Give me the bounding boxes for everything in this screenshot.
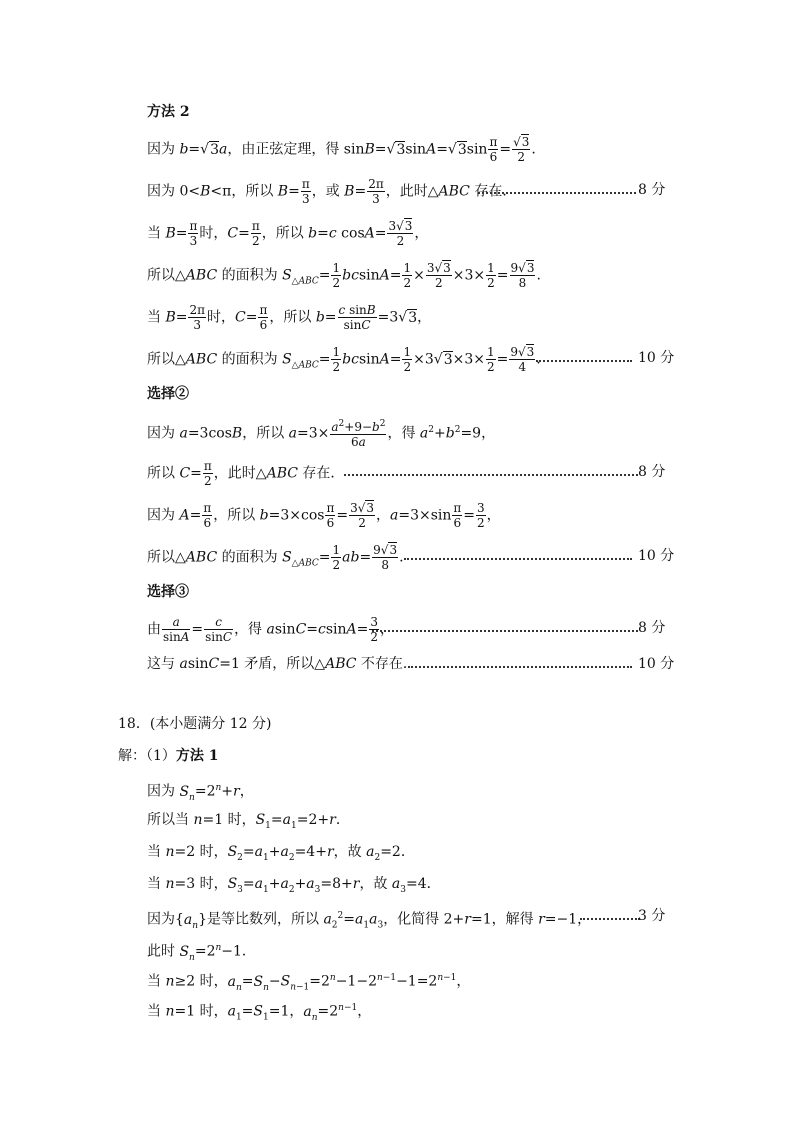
q18-line-an-general: 当 n≥2 时，$a_n=S_n-S_{n-1}=2^n-1-2^{n-1}-1=2^{n-1}$， (147, 973, 471, 993)
score-leader (372, 616, 638, 640)
q18-solution-label: 解：（1）方法 1 (118, 748, 219, 764)
line-b-values: 因为 0<B<π，所以 B= $\frac{\pi}{3}$ ，或 B= $\frac{2\pi}{3}$ ，此时△ABC 存在． (147, 177, 517, 206)
choice3-title: 选择③ (147, 584, 189, 600)
score-leader (404, 544, 632, 568)
score-10: 10 分 (638, 548, 675, 564)
line-contradiction: 这与 asinC=1 矛盾，所以△ABC 不存在． (147, 656, 417, 672)
score-leader (580, 904, 640, 928)
q18-line-n2: 当 n=2 时，$S_2=a_1+a_2=4+r$，故 $a_2=2$． (147, 844, 415, 863)
choice2-title: 选择② (147, 386, 189, 402)
q18-line-sn: 因为 $S_n=2^n+r$， (147, 783, 254, 803)
q18-line-n1: 所以当 n=1 时，$S_1=a_1=2+r$． (147, 812, 350, 831)
score-8: 8 分 (638, 464, 666, 480)
score-3: 3 分 (638, 908, 666, 924)
score-10: 10 分 (638, 350, 675, 366)
line-sine-law: 因为 b=√3a，由正弦定理，得 sinB=√3sinA=√3sin $\frac{\pi}{6}$ = $\frac{√3}{2}$ . (147, 135, 536, 164)
score-leader (408, 652, 632, 676)
q18-header: 18．(本小题满分 12 分) (118, 716, 272, 732)
line-case2: 当 B= $\frac{2\pi}{3}$ 时，C= $\frac{\pi}{6}$ ，所以 b= $\frac{\text{c sinB}}{\sin C}$ =3√3， (147, 303, 432, 332)
method2-title: 方法 2 (147, 104, 190, 120)
line-cos-law: 因为 a=3cosB，所以 a=3× $\frac{a^2+9-b^2}{6a}$ ，得 $a^2+b^2=9$， (147, 418, 496, 449)
q18-line-an-n1: 当 n=1 时，$a_1=S_1=1$，$a_n=2^{n-1}$， (147, 1003, 372, 1023)
line-a-b-values: 因为 A= $\frac{\pi}{6}$ ，所以 b=3×cos $\frac{\pi}{6}$ = $\frac{3√3}{2}$ ，a=3×sin $\frac{\pi}{6}$ = $\frac{3}{2}$ ， (147, 501, 501, 530)
score-10: 10 分 (638, 656, 675, 672)
q18-line-geometric: 因为$\{a_n\}$是等比数列，所以 $a_2^2=a_1a_3$，化简得 2+r=1，解得 r=−1， (147, 911, 592, 931)
line-ratio: 由 $\frac{a}{\sin A}$ = $\frac{c}{\sin C}$ ，得 asinC=csinA= $\frac{3}{2}$ ， (147, 615, 395, 644)
line-area2: 所以△ABC 的面积为 $S_{\triangle ABC}=$ $\frac{1}{2}$ bcsinA= $\frac{1}{2}$ ×3√3×3× $\frac{1}{2}$ = $\frac{9√3}{4}$ . (147, 345, 541, 374)
line-c-right: 所以 C= $\frac{\pi}{2}$ ，此时△ABC 存在． (147, 459, 345, 488)
score-8: 8 分 (638, 620, 666, 636)
line-case1: 当 B= $\frac{\pi}{3}$ 时，C= $\frac{\pi}{2}$ ，所以 b=c cosA= $\frac{3√3}{2}$ ， (147, 219, 429, 248)
q18-method1-title: 方法 1 (175, 748, 219, 764)
score-leader (344, 460, 638, 484)
score-leader (478, 178, 636, 202)
line-area3: 所以△ABC 的面积为 $S_{\triangle ABC}=$ $\frac{1}{2}$ ab= $\frac{9√3}{8}$ . (147, 543, 404, 572)
q18-line-n3: 当 n=3 时，$S_3=a_1+a_2+a_3=8+r$，故 $a_3=4$． (147, 876, 441, 895)
q18-line-sn-result: 此时 $S_n=2^n-1$． (147, 943, 256, 963)
score-leader (536, 346, 632, 370)
line-area1: 所以△ABC 的面积为 $S_{\triangle ABC}=$ $\frac{1}{2}$ bcsinA= $\frac{1}{2}$ × $\frac{3√3}{2}$ ×3× $\frac{1}{2}$ = $\frac{9√3}{8}$ . (147, 261, 541, 290)
score-8: 8 分 (638, 182, 666, 198)
